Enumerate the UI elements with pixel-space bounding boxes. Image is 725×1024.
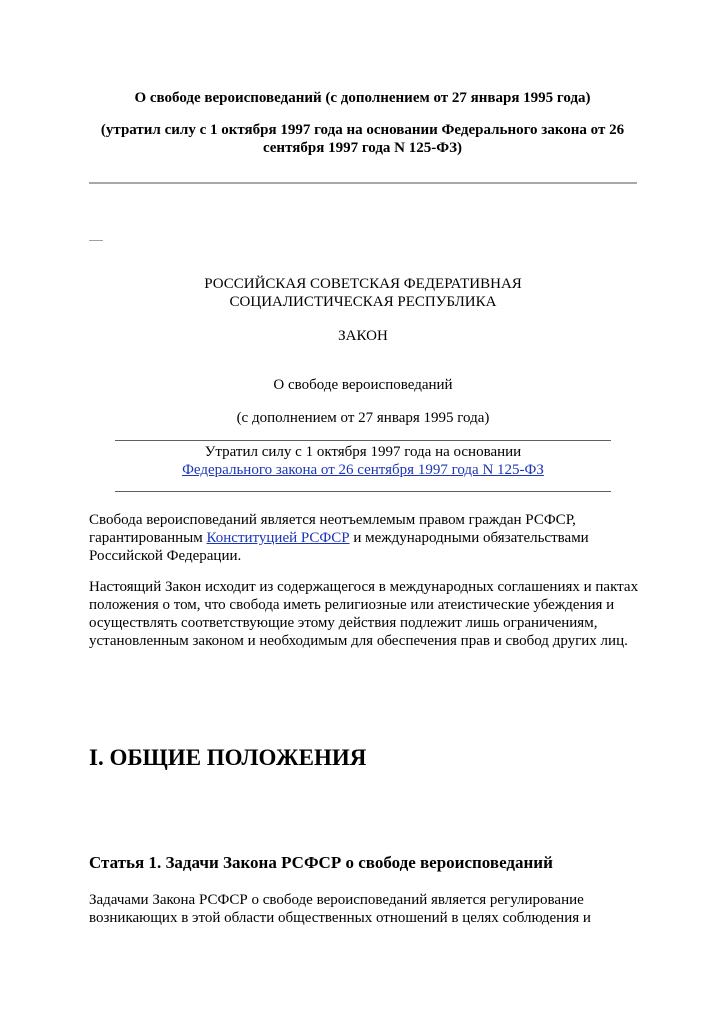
- preamble-p2-line-3: осуществлять соответствующие этому действия подлежит лишь ограничениям,: [89, 615, 598, 631]
- short-divider: [89, 240, 103, 241]
- article-1-heading: Статья 1. Задачи Закона РСФСР о свободе вероисповеданий: [89, 853, 553, 872]
- status-box-bottom-rule: [115, 491, 611, 492]
- repeal-notice-line-1: (утратил силу с 1 октября 1997 года на основании Федерального закона от 26: [100, 122, 625, 138]
- amendment-note: (с дополнением от 27 января 1995 года): [236, 410, 490, 426]
- preamble-paragraph-2: [89, 578, 649, 650]
- document-title: О свободе вероисповеданий (с дополнением от 27 января 1995 года): [134, 90, 591, 106]
- preamble-p1-text-after-link: и международными обязательствами: [349, 530, 589, 546]
- law-title: О свободе вероисповеданий: [273, 377, 453, 393]
- header-divider: [89, 182, 637, 184]
- preamble-p1-line-2: [89, 529, 649, 547]
- status-box-link-line: [89, 461, 637, 479]
- status-box-text: Утратил силу с 1 октября 1997 года на основании: [204, 444, 522, 460]
- constitution-link[interactable]: Конституцией РСФСР: [206, 530, 350, 546]
- preamble-p1-text-before-link: гарантированным: [89, 530, 207, 546]
- republic-name-line-2: СОЦИАЛИСТИЧЕСКАЯ РЕСПУБЛИКА: [229, 294, 497, 310]
- preamble-p2-line-1: Настоящий Закон исходит из содержащегося в международных соглашениях и пактах: [89, 579, 639, 595]
- preamble-p1-line-1: Свобода вероисповеданий является неотъемлемым правом граждан РСФСР,: [89, 512, 576, 528]
- preamble-p1-line-3: Российской Федерации.: [89, 548, 242, 564]
- federal-law-link[interactable]: Федерального закона от 26 сентября 1997 года N 125-ФЗ: [182, 462, 544, 478]
- document-type: ЗАКОН: [338, 328, 388, 344]
- preamble-p2-line-4: установленным законом и необходимым для обеспечения прав и свобод других лиц.: [89, 633, 628, 649]
- status-box-top-rule: [115, 440, 611, 441]
- preamble-p2-line-2: положения о том, что свобода иметь религиозные или атеистические убеждения и: [89, 597, 615, 613]
- article-1-line-1: Задачами Закона РСФСР о свободе вероисповеданий является регулирование: [89, 892, 584, 908]
- republic-name-line-1: РОССИЙСКАЯ СОВЕТСКАЯ ФЕДЕРАТИВНАЯ: [204, 276, 522, 292]
- section-heading: I. ОБЩИЕ ПОЛОЖЕНИЯ: [89, 745, 367, 770]
- repeal-notice: [96, 121, 629, 157]
- article-1-line-2: возникающих в этой области общественных отношений в целях соблюдения и: [89, 910, 591, 926]
- preamble-paragraph-1: [89, 511, 649, 565]
- repeal-notice-line-2: сентября 1997 года N 125-ФЗ): [262, 140, 463, 156]
- article-1-body: [89, 891, 649, 927]
